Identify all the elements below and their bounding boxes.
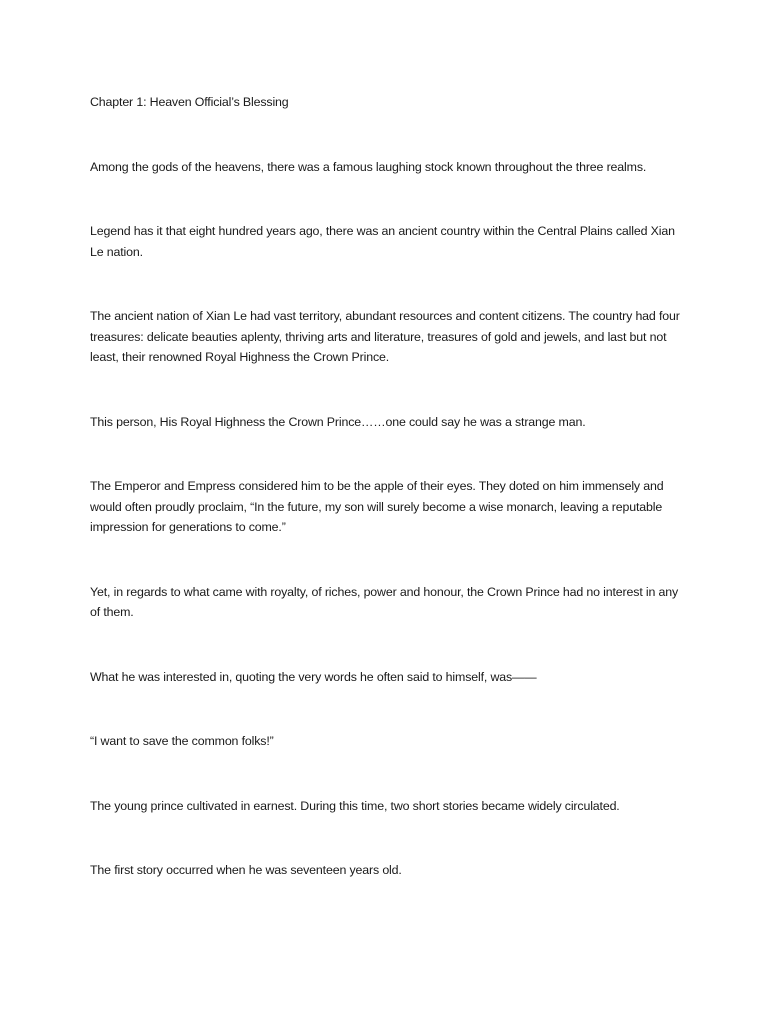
paragraph: The first story occurred when he was seventeen years old. [90, 863, 402, 877]
paragraph: “I want to save the common folks!” [90, 734, 274, 748]
paragraph: The ancient nation of Xian Le had vast territory, abundant resources and content citizens. The country had four treasures: delicate beauties aplenty, thriving arts and literature, treasures of gold and jewels, and last but not least, their renowned Royal Highness the Crown Prince. [90, 309, 680, 364]
paragraph: The Emperor and Empress considered him to be the apple of their eyes. They doted on him immensely and would often proudly proclaim, “In the future, my son will surely become a wise monarch, leaving a reputable impression for generations to come.” [90, 479, 664, 534]
document-body [90, 92, 690, 881]
chapter-title: Chapter 1: Heaven Official’s Blessing [90, 95, 289, 109]
paragraph: Legend has it that eight hundred years ago, there was an ancient country within the Central Plains called Xian Le nation. [90, 224, 675, 259]
paragraph: This person, His Royal Highness the Crown Prince……one could say he was a strange man. [90, 414, 586, 429]
paragraph: Yet, in regards to what came with royalty, of riches, power and honour, the Crown Prince had no interest in any of them. [90, 584, 679, 619]
paragraph: Among the gods of the heavens, there was a famous laughing stock known throughout the three realms. [90, 159, 647, 174]
paragraph: The young prince cultivated in earnest. During this time, two short stories became widely circulated. [90, 798, 620, 813]
paragraph: What he was interested in, quoting the very words he often said to himself, was—— [90, 669, 537, 684]
